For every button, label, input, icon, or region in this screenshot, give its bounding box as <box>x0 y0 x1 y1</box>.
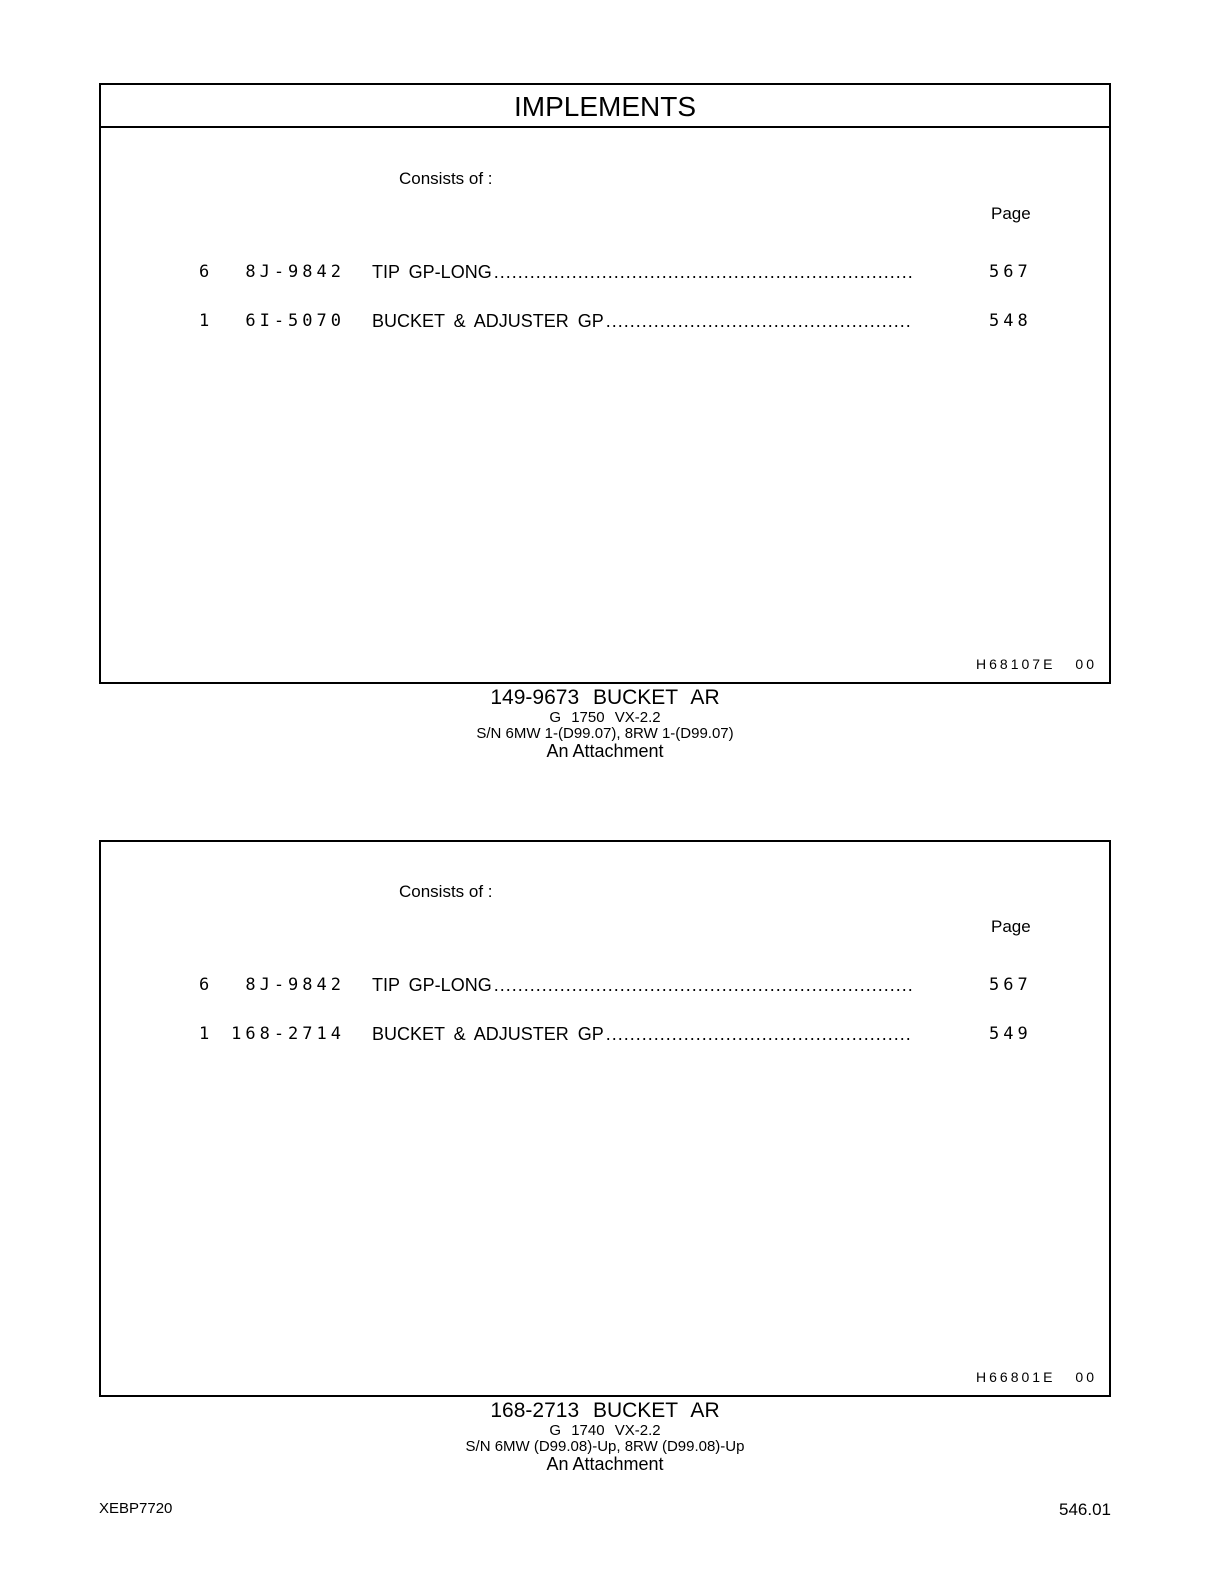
consists-of-label: Consists of : <box>399 169 493 188</box>
item-quantity: 1 <box>199 1024 210 1044</box>
part-number: 168-2714 <box>231 1024 345 1044</box>
document-code: XEBP7720 <box>99 1500 173 1517</box>
reference-revision: 00 <box>1075 1369 1097 1385</box>
parts-row <box>101 1024 1109 1050</box>
description-line <box>372 311 913 332</box>
page-column-header: Page <box>991 204 1031 223</box>
description-line <box>372 262 913 283</box>
dot-leader <box>494 975 913 996</box>
part-number: 8J-9842 <box>245 975 345 995</box>
part-description: BUCKET & ADJUSTER GP <box>372 311 604 331</box>
page-reference: 567 <box>989 262 1032 282</box>
part-number: 8J-9842 <box>245 262 345 282</box>
group-title: 168-2713 BUCKET AR <box>490 1399 720 1422</box>
description-line <box>372 975 913 996</box>
item-quantity: 6 <box>199 975 210 995</box>
reference-revision: 00 <box>1075 656 1097 672</box>
consists-of-label: Consists of : <box>399 882 493 901</box>
serial-range: S/N 6MW 1-(D99.07), 8RW 1-(D99.07) <box>476 725 734 742</box>
item-quantity: 1 <box>199 311 210 331</box>
part-description: TIP GP-LONG <box>372 262 492 282</box>
parts-panel-2 <box>99 840 1111 1397</box>
description-line <box>372 1024 913 1045</box>
page-reference: 567 <box>989 975 1032 995</box>
parts-row <box>101 975 1109 1001</box>
group-caption-1 <box>99 687 1111 761</box>
page-reference: 548 <box>989 311 1032 331</box>
page-reference: 549 <box>989 1024 1032 1044</box>
serial-range: S/N 6MW (D99.08)-Up, 8RW (D99.08)-Up <box>465 1438 745 1455</box>
item-quantity: 6 <box>199 262 210 282</box>
parts-panel-1 <box>99 83 1111 684</box>
parts-row <box>101 262 1109 288</box>
group-description: An Attachment <box>546 741 664 761</box>
dot-leader <box>494 262 913 283</box>
parts-row <box>101 311 1109 337</box>
page-column-header: Page <box>991 917 1031 936</box>
reference-code: H66801E <box>976 1369 1056 1385</box>
model-line: G 1750 VX-2.2 <box>549 709 661 726</box>
group-title: 149-9673 BUCKET AR <box>490 686 720 709</box>
part-description: BUCKET & ADJUSTER GP <box>372 1024 604 1044</box>
dot-leader <box>606 1024 913 1045</box>
dot-leader <box>606 311 913 332</box>
header-title: IMPLEMENTS <box>101 85 1109 128</box>
page-number: 546.01 <box>1059 1500 1111 1519</box>
reference-code: H68107E <box>976 656 1056 672</box>
model-line: G 1740 VX-2.2 <box>549 1422 661 1439</box>
group-caption-2 <box>99 1400 1111 1474</box>
part-number: 6I-5070 <box>245 311 345 331</box>
group-description: An Attachment <box>546 1454 664 1474</box>
part-description: TIP GP-LONG <box>372 975 492 995</box>
illustration-reference <box>976 1369 1097 1385</box>
illustration-reference <box>976 656 1097 672</box>
